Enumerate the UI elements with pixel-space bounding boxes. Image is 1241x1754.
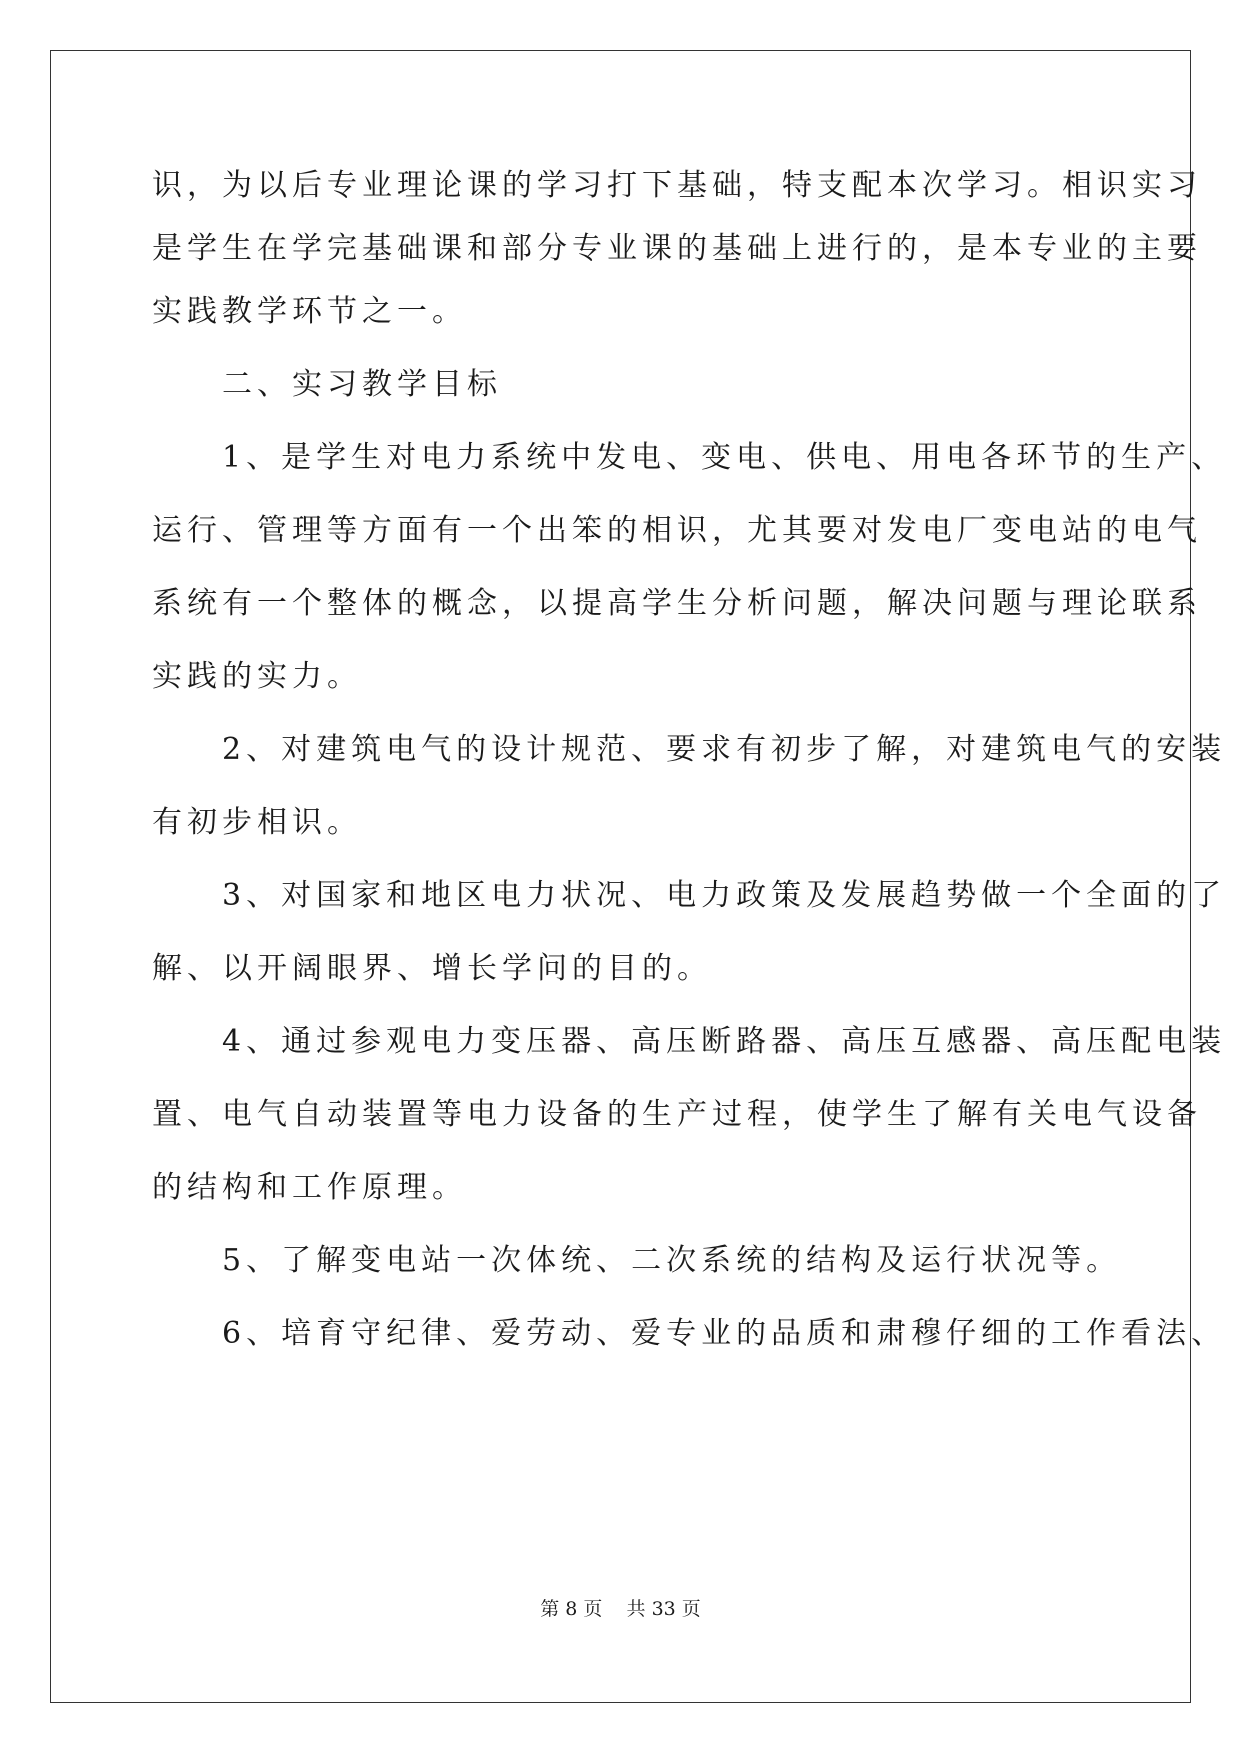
body-text-line: 实践教学环节之一。 [152, 294, 467, 329]
body-text-line: 2、对建筑电气的设计规范、要求有初步了解，对建筑电气的安装 [152, 732, 1227, 767]
body-text-line: 1、是学生对电力系统中发电、变电、供电、用电各环节的生产、 [152, 440, 1227, 475]
body-text-line: 有初步相识。 [152, 805, 362, 840]
body-text-line: 5、了解变电站一次体统、二次系统的结构及运行状况等。 [152, 1243, 1122, 1278]
body-text-line: 3、对国家和地区电力状况、电力政策及发展趋势做一个全面的了 [152, 878, 1227, 913]
body-text-line: 置、电气自动装置等电力设备的生产过程，使学生了解有关电气设备 [152, 1097, 1202, 1132]
body-text-line: 运行、管理等方面有一个出笨的相识，尤其要对发电厂变电站的电气 [152, 513, 1202, 548]
body-text-line: 是学生在学完基础课和部分专业课的基础上进行的，是本专业的主要 [152, 231, 1202, 266]
body-text-line: 4、通过参观电力变压器、高压断路器、高压互感器、高压配电装 [152, 1024, 1227, 1059]
body-text-line: 实践的实力。 [152, 659, 362, 694]
body-text-line: 的结构和工作原理。 [152, 1170, 467, 1205]
page-number-footer: 第 8 页 共 33 页 [540, 1598, 701, 1620]
body-text-line: 解、以开阔眼界、增长学问的目的。 [152, 951, 712, 986]
body-text-line: 识，为以后专业理论课的学习打下基础，特支配本次学习。相识实习 [152, 168, 1202, 203]
body-text-line: 6、培育守纪律、爱劳动、爱专业的品质和肃穆仔细的工作看法、 [152, 1316, 1227, 1351]
section-heading: 二、实习教学目标 [152, 367, 502, 402]
body-text-line: 系统有一个整体的概念，以提高学生分析问题，解决问题与理论联系 [152, 586, 1202, 621]
